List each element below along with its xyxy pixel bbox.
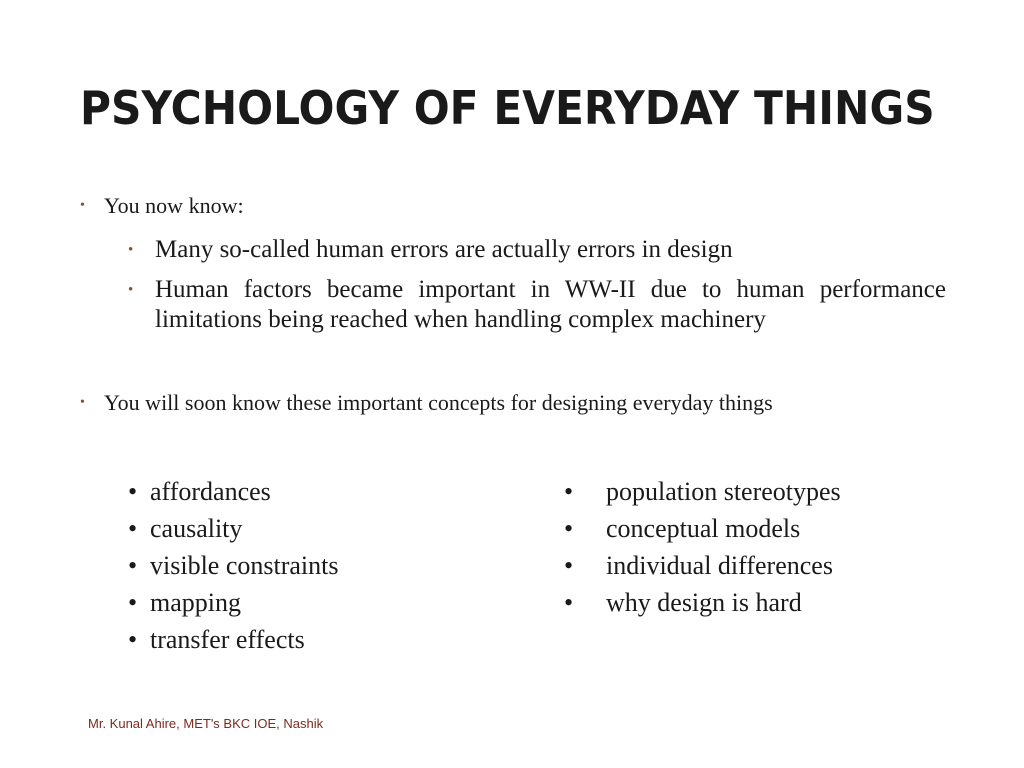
list-item-text: causality (150, 514, 243, 543)
bullet-icon: • (564, 551, 574, 580)
bullet-icon: • (128, 588, 138, 617)
bullet-text: You now know: (104, 193, 244, 218)
bullet-icon: • (128, 514, 138, 543)
bullet-icon: • (80, 198, 85, 213)
footer-credit: Mr. Kunal Ahire, MET's BKC IOE, Nashik (88, 716, 324, 731)
list-item-text: transfer effects (150, 625, 305, 654)
list-item (128, 473, 338, 510)
list-item-text: Human factors became important in WW-II due to human performance limitations being reached when handling complex machinery (155, 276, 946, 333)
list-item-text: visible constraints (150, 551, 339, 580)
list-item (564, 547, 841, 584)
list-item-text: Many so-called human errors are actually errors in design (155, 236, 733, 263)
bullet-text: You will soon know these important concepts for designing everyday things (104, 390, 773, 415)
bullet-icon: • (128, 477, 138, 506)
list-item-text: why design is hard (606, 588, 802, 617)
bullet-you-now-know (80, 188, 910, 223)
bullet-icon: • (564, 477, 574, 506)
list-item (128, 510, 338, 547)
list-item-text: mapping (150, 588, 241, 617)
bullet-icon: • (128, 282, 134, 298)
concepts-left-list (128, 473, 338, 658)
list-item-text: individual differences (606, 551, 833, 580)
bullet-you-will-soon-know (80, 385, 910, 420)
bullet-icon: • (564, 588, 574, 617)
bullet-icon: • (128, 551, 138, 580)
concepts-right-list (564, 473, 841, 621)
list-item (128, 275, 946, 335)
bullet-icon: • (128, 242, 134, 258)
bullet-icon: • (80, 395, 85, 410)
list-item (128, 621, 338, 658)
slide-title: PSYCHOLOGY OF EVERYDAY THINGS (80, 81, 935, 135)
list-item (564, 473, 841, 510)
list-item (128, 547, 338, 584)
known-facts-list (128, 235, 946, 345)
bullet-icon: • (564, 514, 574, 543)
list-item-text: population stereotypes (606, 477, 841, 506)
list-item (128, 235, 946, 265)
list-item-text: conceptual models (606, 514, 801, 543)
list-item (564, 510, 841, 547)
list-item-text: affordances (150, 477, 271, 506)
list-item (128, 584, 338, 621)
bullet-icon: • (128, 625, 138, 654)
list-item (564, 584, 841, 621)
